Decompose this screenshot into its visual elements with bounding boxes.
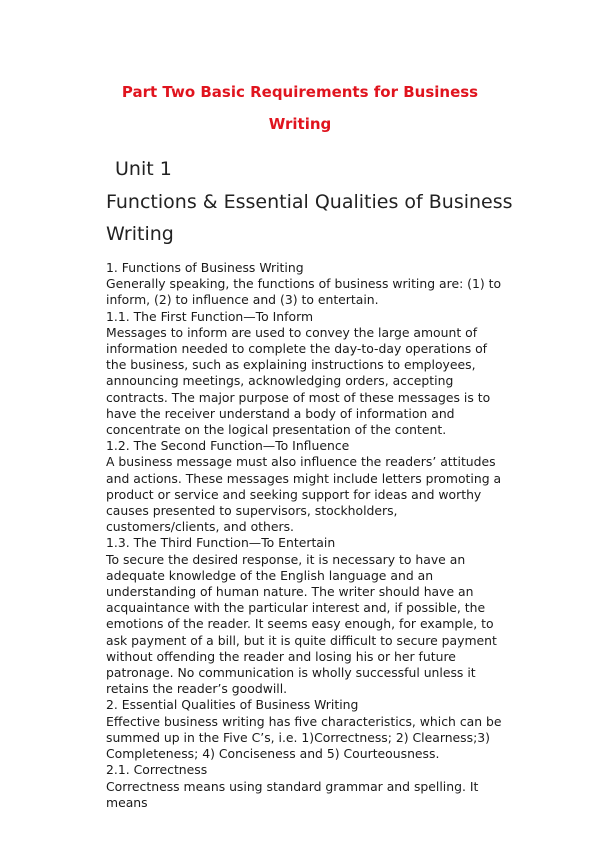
subsection-heading: 1.2. The Second Function—To Influence (106, 438, 350, 454)
part-title (0, 76, 600, 140)
paragraph: A business message must also influence the readers’ attitudes and actions. These messages might include letters promoting a product or service and seeking support for ideas and worthy causes presented to supervisors, stockholders, customers/clients, and others. (106, 454, 502, 535)
section-heading: 2. Essential Qualities of Business Writing (106, 697, 359, 713)
unit-title: Functions & Essential Qualities of Business Writing (106, 191, 513, 245)
paragraph: To secure the desired response, it is necessary to have an adequate knowledge of the English language and an understanding of human nature. The writer should have an acquaintance with the particular interest and, if possible, the emotions of the reader. It seems easy enough, for example, to ask payment of a bill, but it is quite difficult to secure payment without offending the reader and losing his or her future patronage. No communication is wholly successful unless it retains the reader’s goodwill. (106, 551, 497, 697)
paragraph: Messages to inform are used to convey the large amount of information needed to complete the day-to-day operations of the business, such as explaining instructions to employees, announcing meetings, acknowledging orders, accepting contracts. The major purpose of most of these messages is to have the receiver understand a body of information and concentrate on the logical presentation of the content. (106, 324, 491, 438)
subsection-heading: 1.3. The Third Function—To Entertain (106, 535, 336, 551)
part-title-line-2: Writing (268, 115, 332, 133)
subsection-heading: 1.1. The First Function—To Inform (106, 308, 314, 324)
unit-label: Unit 1 (115, 158, 172, 180)
body-text (106, 260, 506, 811)
paragraph: Generally speaking, the functions of business writing are: (1) to inform, (2) to influence and (3) to entertain. (106, 276, 502, 308)
subsection-heading: 2.1. Correctness (106, 762, 208, 778)
paragraph: Correctness means using standard grammar and spelling. It means (106, 778, 479, 810)
section-heading: 1. Functions of Business Writing (106, 260, 304, 275)
paragraph: Effective business writing has five characteristics, which can be summed up in the Five C’s, i.e. 1)Correctness; 2) Clearness;3) Completeness; 4) Conciseness and 5) Courteousness. (106, 713, 502, 762)
part-title-line-1: Part Two Basic Requirements for Business (121, 83, 479, 101)
